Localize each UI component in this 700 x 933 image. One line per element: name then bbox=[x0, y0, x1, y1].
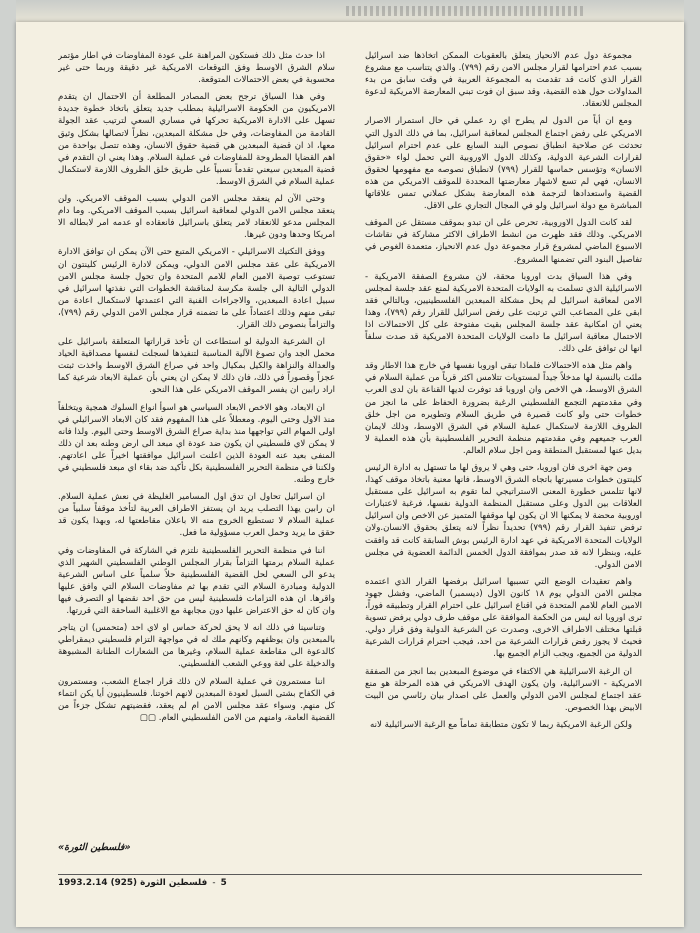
magazine-name: فلسطين الثورة bbox=[140, 878, 208, 888]
paragraph: ان الشرعية الدولية لو استطاعت ان تأخذ قراراتها المتعلقة باسرائيل على محمل الجد وان تصوغ الآلية المناسبة لتنفيذها لسجلت لنفسها مصداقية الحياد والعدالة والنزاهة والكيل بمكيال واحد في صراع الشرق الاوسط واخذت ثبتت عجزاً وقصوراً في ذلك، فان ذلك لا يمكن ان يعني بأن عملية الابعاد شرعية كما اراد رابين ان يفسر الموقف الامريكي على هذا النحو. bbox=[58, 337, 335, 396]
paragraph: ان الابعاد، وهو الاخص الابعاد السياسي هو اسوأ انواع السلوك همجية ويتخلفاً منذ الاول وحتى اليوم. ومعطلاً على هذا المفهوم فقد كان الابعاد الاسرائيلي في اولى المهام التي تواجهها منذ بداية صراع الشرق الاوسط وحتى اليوم. ولذا فانه لا يمكن لاي فلسطيني ان يكون ضد عودة اي مبعد الى ارض وطنه بعد ان ذلك المنفى بعيد عنه العودة الذين اعلنت اسرائيل موافقتها اخيراً على اعادتهم. ولكننا في منظمة التحرير الفلسطينية بكل تأكيد ضد بقاء اي مبعد فلسطيني في خارج وطنه. bbox=[58, 402, 335, 486]
signature-text: «فلسطين الثورة» bbox=[58, 842, 131, 853]
paragraph: وفي هذا السياق ترجح بعض المصادر المطلعة أن الاحتمال ان يتقدم الامريكيون من الحكومة الاسرائيلية بمطلب جديد يتعلق باتخاذ خطوة جديدة تسهل على الادارة الامريكية تحركها في مساري السعي لترتيب عقد الجولة القادمة من المفاوضات، وفي حل مشكلة المبعدين، نظراً لاتصالها بشكل وثيق معها، اذ ان قضية المبعدين هي قضية حقوق الانسان، وهذه تتصل بواحدة من اهم القضايا المطروحة للمفاوضات في عملية السلام. وهذا يعني ان التقدم في قضية المبعدين سيعني تقدماً نسبياً على طريق خلق الظروف اللازمة لاستكمال عملية السلام في الشرق الاوسط. bbox=[58, 92, 335, 187]
paragraph: لقد كانت الدول الاوروبية، تحرص على ان تبدو بموقف مستقل عن الموقف الامريكي. وذلك فقد ظهرت من انشط الاطراف الاكثر مشاركة في نقاشات الاسبوع الماضي لمشروع قرار مجموعة دول عدم الانحياز، متعمدة الغوص في تفاصيل البنود التي تضمنها المشروع. bbox=[365, 218, 642, 265]
previous-page-edge bbox=[16, 0, 684, 22]
paragraph: وحتى الآن لم ينعقد مجلس الامن الدولي بسبب الموقف الامريكي. ولن ينعقد مجلس الامن الدولي لمعاقبة اسرائيل بسبب الموقف الامريكي. وما دام المجلس مدعو للانعقاد لامر يتعلق باسرائيل فانعقاده او عدمه امر لابطاله الا امريكا وحدها ودون غيرها. bbox=[58, 194, 335, 241]
paragraph: وتناسينا في ذلك انه لا يحق لحركة حماس او لاي احد (متحمس) ان يتاجر بالمبعدين وان يوظفهم وكانهم ملك له في مواجهة التزام فلسطيني ديمقراطي كالدعوة الى مقاطعة عملية السلام، وغيرها من الشعارات الطنانة المشبوهة والدخيلة على لغة ووعي الشعب الفلسطيني. bbox=[58, 623, 335, 670]
bleed-through-text bbox=[346, 6, 586, 16]
paragraph: اننا في منظمة التحرير الفلسطينية نلتزم في الشاركة في المفاوضات وفي عملية السلام برمتها التزاماً بقرار المجلس الوطني الفلسطيني الشهير الذي يدعو الى السعي لحل القضية الفلسطينية حلاً سلمياً على اساس الشرعية الدولية ومبادرة السلام التي تقدم بها ثم مفاوضات السلام التي وافق عليها واقرها. ان هذه التزامات فلسطينية ليس من حق احد نقضها او التصرف فيها وان كان له حق الاعتراض عليها دون مجابهة مع الاغلبية الساحقة التي قررتها. bbox=[58, 545, 335, 617]
page-footer bbox=[58, 874, 642, 891]
paragraph: ولكن الرغبة الامريكية ربما لا تكون متطابقة تماماً مع الرغبة الاسرائيلية لانه bbox=[369, 719, 632, 730]
paragraph: اذا حدث مثل ذلك فستكون المراهنة على عودة المفاوضات في اطار مؤتمر سلام الشرق الاوسط وفق التوقعات الامريكية غير دقيقة وربما حتى غير محسوبة في بعض الاحتمالات المتوقعة. bbox=[58, 51, 335, 86]
right-text-column bbox=[365, 50, 642, 836]
paragraph: وفي هذا السياق بدت اوروبا محقة، لان مشروع الصفقة الامريكية - الاسرائيلية الذي تسلمت به الولايات المتحدة الامريكية لمنع عقد جلسة لمجلس الامن لمعاقبة اسرائيل لم يحل مشكلة المبعدين الفلسطينيين، وبالتالي فقد ابقى على المصاعب التي ترتبت على رفض اسرائيل للقرار رقم (٧٩٩)، وهذا يعني ان امكانية عقد جلسة المجلس بقيت مفتوحة على كل الاحتمالات اذا الاحتمال معاقبة اسرائيل ما دامت الولايات المتحدة الامريكية قد صدت سلفاً انها لن توافق على ذلك. bbox=[365, 271, 642, 355]
issue-label: (925) bbox=[110, 878, 138, 888]
footer-info: 5 - فلسطين الثورة (925) 1993.2.14 bbox=[58, 878, 227, 888]
paragraph: اننا مستمرون في عملية السلام لان ذلك قرار اجماع الشعب، ومستمرون في الكفاح بشتى السبل لعودة المبعدين لانهم اخوتنا. فلسطينيون أيا يكن انتماء كل منهم. وسواء عقد مجلس الامن ام لم يعقد، فقضيتهم تشكل جزءاً من القضية العامة، وامنهم من الامن الفلسطيني العام. ▢▢ bbox=[58, 676, 335, 723]
paragraph: واهم مثل هذه الاحتمالات فلماذا تبقى اوروبا نفسها في خارج هذا الاطار وقد ملئت بالنسبة لها مدخلاً جيداً لمستويات تتلامس اكثر قرباً من عملية السلام في الشرق الاوسط، هي الاخص وان اوروبا قد توفرت لديها القناعة بان لدى العرب وفي مقدمتهم التجمع الفلسطيني الرغبة بضرورة الحفاظ على ما انجز من خطوات حتى ولو كانت قصيرة في طريق السلام وتطويره من اجل خلق الظروف اللازمة لاستكمال عملية السلام في الشرق الاوسط، وذلك لايمان العرب جميعهم وفي مقدمتهم منظمة التحرير الفلسطينية بأن هذه العملية لا بديل عنها لمستقبل المنطقة ومن اجل سلام العالم. bbox=[365, 361, 642, 456]
issue-date: 1993.2.14 bbox=[58, 878, 108, 888]
paragraph: ومع ان أياً من الدول لم يطرح اي رد عملي في حال استمرار الاصرار الامريكي على رفض اجتماع المجلس لمعاقبة اسرائيل، بما في ذلك الدول التي تحدثت عن صلاحية انطباق نصوص البند السابع على عدم احترام اسرائيل لقرارات الشرعية الدولية، وكذلك الدول الاوروبية التي تحمل لواء «حقوق الانسان» وتؤسس حماسها للقرار (٧٩٩) لانطباق نصوصه مع مفهومها لحقوق الانسان، فهي لم تسع لاشهار معارضتها المحددة للموقف الامريكي من هذه القضية واستعدادها لترجمة هذه المعارضة بشكل عملاني تمس علاقاتها المباشرة مع دولة اسرائيل ولو في المجال التجاري على الاقل. bbox=[365, 116, 642, 212]
page-number: 5 bbox=[220, 878, 227, 888]
paragraph: ان اسرائيل تحاول ان تدق اول المسامير الغليظة في نعش عملية السلام. ان رابين يهذا التصلب يريد ان يستفز الاطراف العربية لتأخذ موقفاً سلبياً من عملية السلام لا تستطيع الخروج منه الا باعلان مقاطعتها له، وبهذا يكون قد حقق ما يريد وحمل العرب مسؤولية ما فعل. bbox=[58, 492, 335, 539]
article-body bbox=[58, 50, 642, 836]
paragraph: مجموعة دول عدم الانحياز يتعلق بالعقوبات الممكن اتخاذها ضد اسرائيل بسبب عدم احترامها لقرار مجلس الامن رقم (٧٩٩). والذي يتناسب مع مشروع القرار الذي كانت قد تقدمت به المجموعة العربية في وقت سابق من بدء المداولات حول هذه القضية، وقد سبق ان فوت تبني المعارضة الامريكية لدعوة المجلس للانعقاد. bbox=[365, 51, 642, 110]
article-signature bbox=[58, 842, 328, 853]
paragraph: ان الرغبة الاسرائيلية هي الاكتفاء في موضوع المبعدين بما انجز من الصفقة الامريكية - الاسرائيلية، وان يكون الهدف الامريكي في هذه المرحلة هو منع عقد اجتماع لمجلس الامن الدولي والعمل على اصدار بيان رئاسي من البيت الابيض بهذا الخصوص. bbox=[365, 666, 642, 713]
paragraph: ومن جهة اخرى فان اوروبا، حتى وهي لا يروق لها ما تستهل به ادارة الرئيس كلينتون خطوات مسيرتها باتجاه الشرق الاوسط، فانها معنية باتخاذ موقف كهذا، لانها تتلمس خطورة المعنى الاستراتيجي لما تقوم به اسرائيل على مستقبل العلاقات بين الدول وعلى مستقبل المنظمة الدولية نفسها، فرغبة لاعتبارات اوروبية محضة لا يمكنها الا ان يكون لها موقفها المتميز عن الاخص وان اسرائيل ترفض تنفيذ القرار رقم (٧٩٩) تحديداً نظراً لانه يتعلق بحقوق الانسان.ولان الولايات المتحدة الامريكية في عهد ادارة الرئيس بوش السابقة كانت قد وافقت عليه، وبنظرا لانه قد صدر بموافقة الدول الخمس الدائمة العضوية في مجلس الامن الدولي. bbox=[365, 463, 642, 570]
paragraph: واهم تعقيدات الوضع التي تسببها اسرائيل برفضها القرار الذي اعتمده مجلس الامن الدولي يوم ١٨ كانون الاول (ديسمبر) الماضي، وفشل جهود الامين العام للامم المتحدة في اقناع اسرائيل على احترام القرار وتطبيقه فوراً، ترى اوروبا انه ليس من الحكمة الموافقة على موقف طرف دولي يرفض تسوية قبلتها مختلف الاطراف الاخرى، وصدرت عن الشرعية الدولية وفق قرار دولي. فحيث لا يجوز رفض قرارات الشرعية من احد، فيجب احترام قرارات الشرعية الدولية من الجميع، ويجب الزام الجميع بها. bbox=[365, 576, 642, 660]
left-text-column bbox=[58, 50, 335, 836]
paragraph: ووفق التكتيك الاسرائيلي - الامريكي المتبع حتى الآن يمكن ان توافق الادارة الامريكية على عقد مجلس الامن الدولي، ويمكن لادارة الرئيس كلينتون ان تستوعب توصية الامين العام للامم المتحدة وان تحول جلسة مجلس الامن الدولي التالية الى جلسة مكرسة لمناقشة الخطوات التي نفذتها اسرائيل في سبيل اعادة المبعدين، والاجراءات الفنية التي اعتمدتها لاستكمال اعادة من تبقى منهم وذلك اعتماداً على ما تضمنه قرار مجلس الامن الدولي رقم (٧٩٩)، والتزاماً بنصوص ذلك القرار. bbox=[58, 247, 335, 330]
